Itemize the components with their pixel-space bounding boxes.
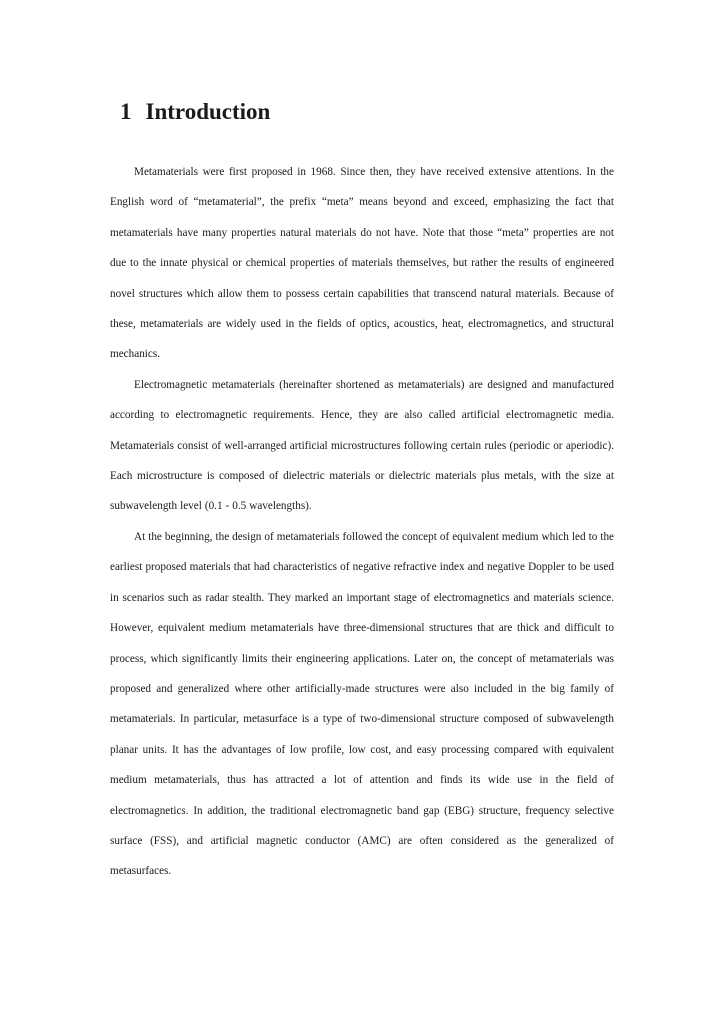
section-number: 1 — [120, 99, 132, 124]
paragraph-electromagnetic-metamaterials: Electromagnetic metamaterials (hereinafter shortened as metamaterials) are designed and manufactured according to electromagnetic requirements. Hence, they are also called artificial electromagnetic media. Metamaterials consist of well-arranged artificial microstructures following certain rules (periodic or aperiodic). Each microstructure is composed of dielectric materials or dielectric materials plus metals, with the size at subwavelength level (0.1 - 0.5 wavelengths). — [110, 378, 614, 513]
document-page — [110, 98, 614, 887]
section-heading — [120, 98, 614, 126]
paragraph-metamaterials-overview: Metamaterials were first proposed in 1968. Since then, they have received extensive attentions. In the English word of “metamaterial”, the prefix “meta” means beyond and exceed, emphasizing the fact that metamaterials have many properties natural materials do not have. Note that those “meta” properties are not due to the innate physical or chemical properties of materials themselves, but rather the results of engineered novel structures which allow them to possess certain capabilities that transcend natural materials. Because of these, metamaterials are widely used in the fields of optics, acoustics, heat, electromagnetics, and structural mechanics. — [110, 166, 614, 361]
paragraph-metasurfaces: At the beginning, the design of metamaterials followed the concept of equivalent medium which led to the earliest proposed materials that had characteristics of negative refractive index and negative Doppler to be used in scenarios such as radar stealth. They marked an important stage of electromagnetics and materials science. However, equivalent medium metamaterials have three-dimensional structures that are thick and difficult to process, which significantly limits their engineering applications. Later on, the concept of metamaterials was proposed and generalized where other artificially-made structures were also included in the big family of metamaterials. In particular, metasurface is a type of two-dimensional structure composed of subwavelength planar units. It has the advantages of low profile, low cost, and easy processing compared with equivalent medium metamaterials, thus has attracted a lot of attention and finds its wide use in the field of electromagnetics. In addition, the traditional electromagnetic band gap (EBG) structure, frequency selective surface (FSS), and artificial magnetic conductor (AMC) are often considered as the generalized of metasurfaces. — [110, 530, 614, 878]
section-title: Introduction — [145, 99, 271, 124]
section-body — [110, 157, 614, 887]
